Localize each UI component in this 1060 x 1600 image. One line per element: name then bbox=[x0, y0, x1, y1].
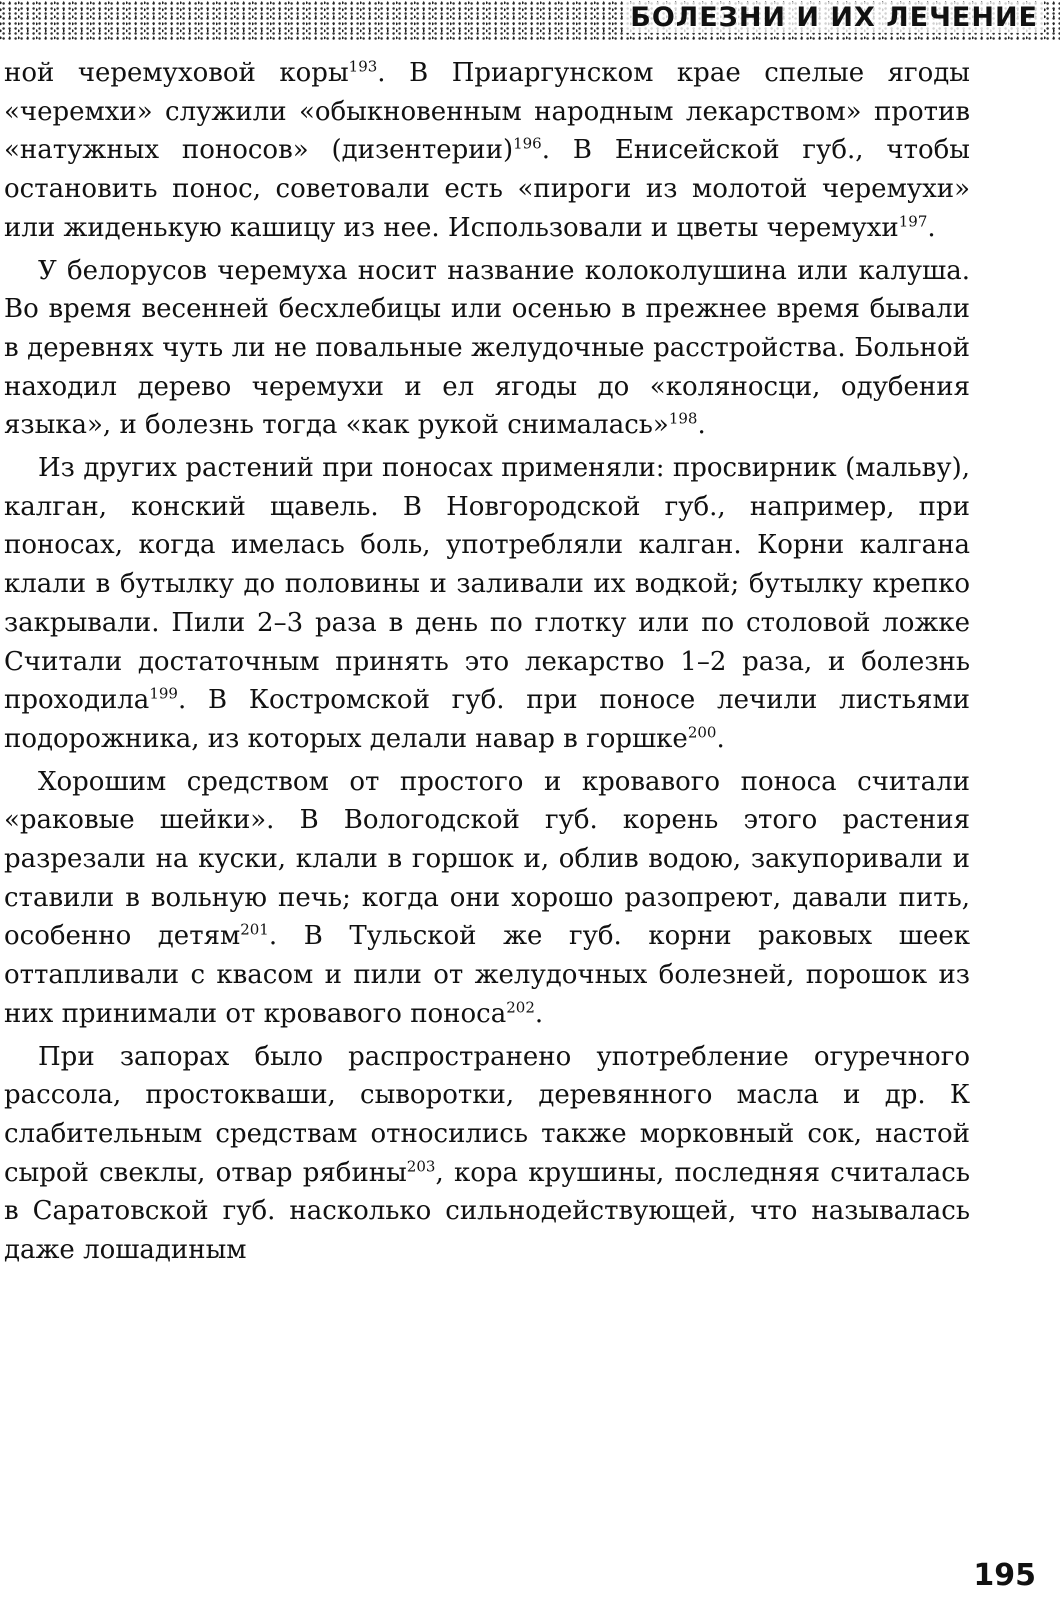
paragraph-4 bbox=[4, 763, 970, 1034]
text-run: Из других растений при поносах применяли: просвирник (мальву), калган, конский щавель. В Новгородской губ., например, при поносах, когда имелась боль, употребляли калган. Корни калгана клали в бутылку до половины и заливали их водкой; бутылку крепко закрывали. Пили 2–3 раза в день по глотку или по столовой ложке Считали достаточным принять это лекарство 1–2 раза, и болезнь проходила bbox=[4, 453, 970, 716]
text-run: . В Тульской же губ. корни раковых шеек оттапливали с квасом и пили от желудочных болезней, порошок из них принимали от кровавого поноса bbox=[4, 921, 971, 1029]
paragraph-1 bbox=[4, 54, 970, 248]
page-number: 195 bbox=[973, 1558, 1036, 1593]
paragraph-5 bbox=[4, 1038, 970, 1270]
text-run: . bbox=[927, 212, 936, 243]
text-run: . В Приаргунском крае спелые ягоды «черемхи» служили «обыкновенным народным лекарством» против «натужных поносов» (дизентерии) bbox=[4, 58, 970, 166]
text-run: . В Енисейской губ., чтобы остановить понос, советовали есть «пироги из молотой черемухи» или жиденькую кашицу из нее. Использовали и цветы черемухи bbox=[4, 135, 970, 243]
page-body bbox=[4, 54, 970, 1274]
text-run: При запорах было распространено употребление огуречного рассола, простокваши, сыворотки, деревянного масла и др. К слабительным средствам относились также морковный сок, настой сырой свеклы, отвар рябины bbox=[4, 1041, 970, 1188]
text-run: . bbox=[716, 723, 725, 754]
footnote-ref: 198 bbox=[668, 409, 698, 428]
paragraph-3 bbox=[4, 449, 970, 759]
text-run: ной черемуховой коры bbox=[4, 58, 349, 88]
paragraph-2 bbox=[4, 252, 970, 446]
footnote-ref: 202 bbox=[506, 998, 535, 1017]
footnote-ref: 199 bbox=[149, 684, 178, 703]
text-run: . bbox=[534, 998, 544, 1029]
running-title: БОЛЕЗНИ И ИХ ЛЕЧЕНИЕ bbox=[624, 2, 1044, 33]
footnote-ref: 197 bbox=[898, 212, 928, 231]
footnote-ref: 200 bbox=[687, 723, 717, 742]
text-run: , кора крушины, последняя считалась в Саратовской губ. насколько сильнодействующей, что называлась даже лошадиным bbox=[4, 1157, 970, 1266]
text-run: Хорошим средством от простого и кровавого поноса считали «раковые шейки». В Вологодской губ. корень этого растения разрезали на куски, клали в горшок и, облив водою, закупоривали и ставили в вольную печь; когда они хорошо разопреют, давали пить, особенно детям bbox=[4, 766, 970, 952]
text-run: . В Костромской губ. при поносе лечили листьями подорожника, из которых делали навар в горшке bbox=[4, 685, 970, 754]
footnote-ref: 196 bbox=[513, 134, 542, 153]
footnote-ref: 193 bbox=[348, 57, 378, 76]
text-run: У белорусов черемуха носит название колоколушина или калуша. Во время весенней бесхлебицы или осенью в прежнее время бывали в деревнях чуть ли не повальные желудочные расстройства. Больной находил дерево черемухи и ел ягоды до «коляносци, одубения языка», и болезнь тогда «как рукой снималась» bbox=[4, 255, 970, 441]
footnote-ref: 201 bbox=[240, 920, 269, 939]
footnote-ref: 203 bbox=[406, 1157, 436, 1176]
running-header bbox=[0, 0, 1060, 40]
text-run: . bbox=[697, 410, 706, 441]
